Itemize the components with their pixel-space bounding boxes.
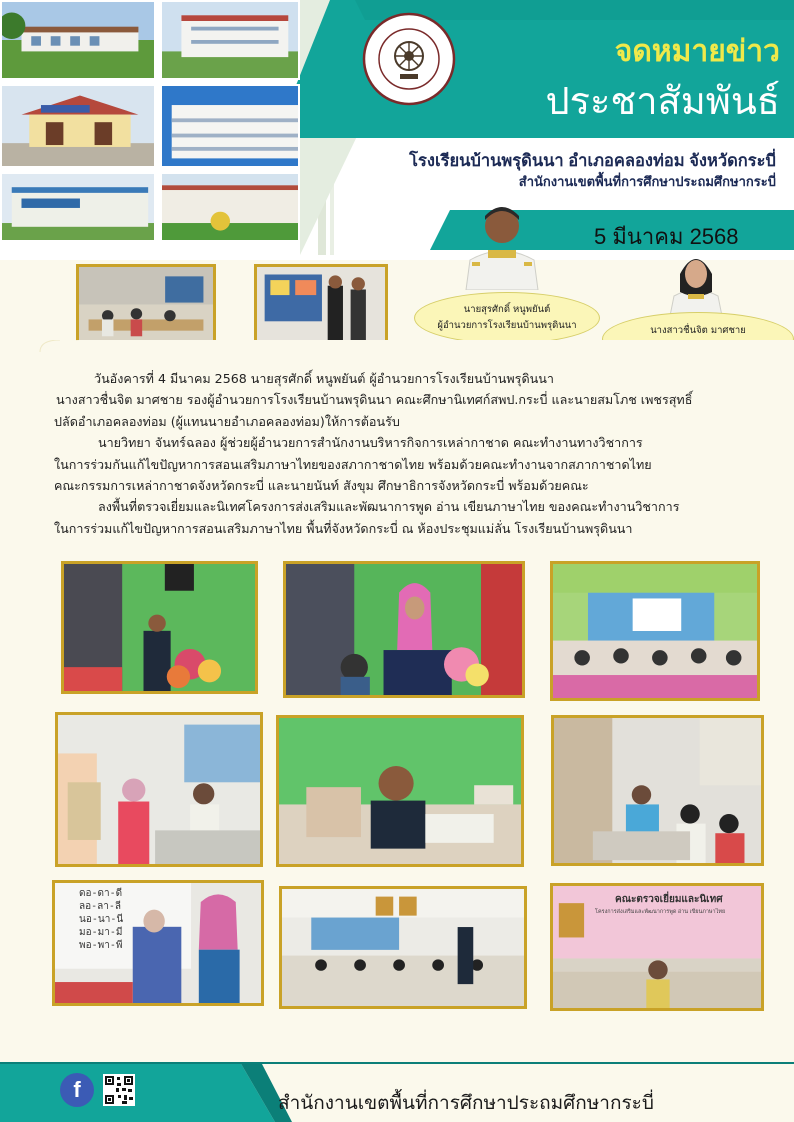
board-line-1: ดอ-ดา-ดี: [79, 888, 123, 899]
header-photo-school-6: [160, 172, 300, 242]
visit-banner-subtitle: โครงการส่งเสริมและพัฒนาการพูด อ่าน เขียนภาษาไทย: [595, 909, 726, 915]
photo-group-work: [55, 712, 263, 867]
body-line-8: ในการร่วมแก้ไขปัญหาการสอนเสริมภาษาไทย พื้นที่จังหวัดกระบี่ ณ ห้องประชุมแม่ลั่น โรงเรียนบ้านพรุดินนา: [54, 520, 633, 536]
office-name-line: สำนักงานเขตพื้นที่การศึกษาประถมศึกษากระบี่: [518, 174, 776, 189]
header-photo-school-4: [160, 84, 300, 168]
body-line-2: นางสาวชื่นจิต มาศชาย รองผู้อำนวยการโรงเรียนบ้านพรุดินนา คณะศึกษานิเทศก์สพป.กระบี่ และนายสมโภช เพชรสุทธิ์: [56, 392, 693, 408]
photo-speaker-2: [283, 561, 525, 698]
header-photo-school-1: [0, 0, 156, 80]
header-photo-school-3: [0, 84, 156, 168]
qr-code-icon[interactable]: [103, 1074, 135, 1106]
body-line-1: วันอังคารที่ 4 มีนาคม 2568 นายสุรศักดิ์ หนูพยันต์ ผู้อำนวยการโรงเรียนบ้านพรุดินนา: [94, 371, 554, 386]
body-line-4: นายวิทยา จันทร์ฉลอง ผู้ช่วยผู้อำนวยการสำนักงานบริหารกิจการเหล่ากาชาด คณะทำงานทางวิชาการ: [98, 435, 643, 451]
board-line-3: นอ-นา-นี: [79, 914, 124, 925]
photo-microphone-speaker: [276, 715, 524, 867]
footer-office-name: สำนักงานเขตพื้นที่การศึกษาประถมศึกษากระบี่: [278, 1093, 654, 1114]
body-line-6: คณะกรรมการเหล่ากาชาดจังหวัดกระบี่ และนายนันท์ สังขุม ศึกษาธิการจังหวัดกระบี่ พร้อมด้วยคณะ: [54, 478, 589, 494]
body-line-5: ในการร่วมกันแก้ไขปัญหาการสอนเสริมภาษาไทยของสภากาชาดไทย พร้อมด้วยคณะทำงานจากสภากาชาดไทย: [54, 456, 652, 472]
newsletter-subtitle: ประชาสัมพันธ์: [545, 81, 780, 123]
photo-speaker-1: [61, 561, 258, 694]
board-line-5: พอ-พา-พี: [79, 940, 123, 951]
photo-classroom-observation: [279, 886, 527, 1009]
photo-students-reading: [551, 715, 764, 866]
visit-banner-title: คณะตรวจเยี่ยมและนิเทศ: [615, 894, 723, 905]
facebook-icon[interactable]: f: [60, 1073, 94, 1107]
header-photo-school-5: [0, 172, 156, 242]
header-photo-school-2: [160, 0, 300, 80]
director-portrait: [458, 190, 546, 290]
body-line-7: ลงพื้นที่ตรวจเยี่ยมและนิเทศโครงการส่งเสริมและพัฒนาการพูด อ่าน เขียนภาษาไทย ของคณะทำงานวิชาการ: [98, 499, 680, 515]
body-line-3: ปลัดอำเภอคลองท่อม (ผู้แทนนายอำเภอคลองท่อม)ให้การต้อนรับ: [54, 413, 400, 429]
deputy-name: นางสาวชื่นจิต มาศชาย: [650, 324, 746, 336]
photo-meeting-room: [550, 561, 760, 701]
board-line-2: ลอ-ลา-ลี: [79, 901, 122, 912]
board-lines: [79, 887, 123, 952]
newsletter-title: จดหมายข่าว: [614, 35, 780, 68]
board-line-4: มอ-มา-มี: [79, 927, 123, 938]
director-name: นายสุรศักดิ์ หนูพยันต์: [463, 303, 551, 315]
school-name-line: โรงเรียนบ้านพรุดินนา อำเภอคลองท่อม จังหวัดกระบี่: [409, 152, 776, 170]
school-logo: [362, 12, 456, 106]
director-caption: [414, 292, 600, 344]
news-body: [40, 368, 760, 539]
photo-teacher-board: [52, 880, 264, 1006]
director-role: ผู้อำนวยการโรงเรียนบ้านพรุดินนา: [437, 320, 577, 331]
deputy-portrait: [666, 244, 726, 316]
news-date: 5 มีนาคม 2568: [594, 224, 739, 249]
photo-visit-banner: [550, 883, 764, 1011]
